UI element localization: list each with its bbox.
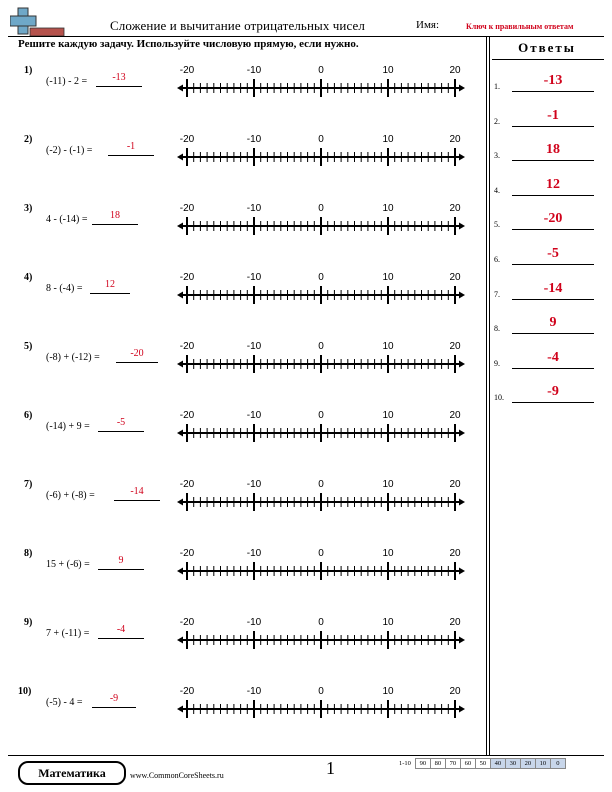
answer-key-number: 4. (494, 185, 500, 195)
arrow-right-icon (459, 154, 465, 161)
answer-key-line (512, 177, 594, 196)
tick-label: -20 (179, 410, 195, 421)
answer-value: -4 (116, 624, 126, 635)
answer-key-line (512, 350, 594, 369)
site-url: www.CommonCoreSheets.ru (130, 771, 224, 780)
problem-number: 3) (24, 203, 33, 214)
answer-blank[interactable] (90, 279, 130, 294)
number-line (176, 132, 466, 172)
answer-value: -20 (130, 348, 144, 359)
tick-label: 10 (382, 479, 394, 490)
tick-label: 0 (318, 203, 324, 214)
answer-key-number: 7. (494, 289, 500, 299)
arrow-right-icon (459, 223, 465, 230)
instructions: Решите каждую задачу. Используйте числовую прямую, если нужно. (18, 38, 359, 50)
tick-label: -10 (246, 479, 262, 490)
tick-label: 10 (382, 617, 394, 628)
answer-key-label: Ключ к правильным ответам (466, 22, 574, 31)
tick-label: -10 (246, 410, 262, 421)
problem-number: 5) (24, 341, 33, 352)
column-divider (486, 37, 487, 755)
answer-blank[interactable] (92, 693, 136, 708)
name-label: Имя: (416, 19, 440, 31)
arrow-left-icon (177, 85, 183, 92)
answer-value: -13 (112, 72, 126, 83)
score-cell: 60 (460, 759, 475, 769)
answer-value: 18 (110, 210, 120, 221)
answer-key-line (512, 211, 594, 230)
arrow-left-icon (177, 637, 183, 644)
page-number: 1 (326, 758, 335, 778)
answer-key-number: 2. (494, 116, 500, 126)
score-row (397, 759, 565, 769)
tick-label: -20 (179, 134, 195, 145)
tick-label: 10 (382, 686, 394, 697)
problem-number: 1) (24, 65, 33, 76)
answer-key-line (512, 315, 594, 334)
arrow-right-icon (459, 568, 465, 575)
tick-label: 20 (449, 410, 461, 421)
tick-label: 10 (382, 134, 394, 145)
tick-label: 10 (382, 341, 394, 352)
answer-blank[interactable] (98, 624, 144, 639)
tick-label: -10 (246, 272, 262, 283)
answers-title-rule (492, 59, 604, 60)
answer-value: -14 (130, 486, 144, 497)
answer-key-number: 9. (494, 358, 500, 368)
problem-number: 4) (24, 272, 33, 283)
score-cell: 50 (475, 759, 490, 769)
tick-label: -10 (246, 548, 262, 559)
tick-label: 20 (449, 272, 461, 283)
logo-icon (10, 4, 70, 38)
answer-key-value: -14 (543, 280, 563, 296)
footer-divider (8, 755, 604, 756)
problem-expression: (-5) - 4 = (46, 697, 83, 708)
arrow-left-icon (177, 154, 183, 161)
tick-label: 0 (318, 134, 324, 145)
answer-key-value: 12 (546, 176, 560, 192)
answer-key-line (512, 281, 594, 300)
tick-label: -10 (246, 134, 262, 145)
answer-value: -9 (109, 693, 119, 704)
tick-label: 0 (318, 686, 324, 697)
brand-badge: Математика (18, 761, 126, 785)
score-cell: 0 (550, 759, 565, 769)
answer-blank[interactable] (108, 141, 154, 156)
answer-key-number: 8. (494, 324, 500, 334)
problem-number: 2) (24, 134, 33, 145)
answer-value: 12 (105, 279, 115, 290)
score-cell: 80 (430, 759, 445, 769)
tick-label: 20 (449, 203, 461, 214)
answer-blank[interactable] (98, 417, 144, 432)
answer-key-line (512, 384, 594, 403)
score-row-label: 1-10 (399, 760, 411, 767)
number-line (176, 339, 466, 379)
answer-key-line (512, 246, 594, 265)
tick-label: 0 (318, 341, 324, 352)
answer-key-number: 10. (494, 393, 504, 403)
number-line (176, 201, 466, 241)
number-line (176, 63, 466, 103)
tick-label: 10 (382, 203, 394, 214)
tick-label: -20 (179, 272, 195, 283)
answer-key-line (512, 142, 594, 161)
tick-label: -20 (179, 686, 195, 697)
answer-value: -5 (116, 417, 126, 428)
problem-expression: (-8) + (-12) = (46, 352, 100, 363)
page-title: Сложение и вычитание отрицательных чисел (110, 18, 365, 33)
problem-number: 7) (24, 479, 33, 490)
tick-label: -20 (179, 617, 195, 628)
answer-key-number: 1. (494, 82, 500, 91)
arrow-right-icon (459, 85, 465, 92)
tick-label: 0 (318, 272, 324, 283)
answer-key-line (512, 73, 594, 92)
arrow-right-icon (459, 499, 465, 506)
tick-label: -10 (246, 686, 262, 697)
answer-key-value: 9 (549, 315, 557, 331)
tick-label: 20 (449, 341, 461, 352)
problem-expression: 8 - (-4) = (46, 283, 83, 294)
problem-number: 10) (18, 686, 32, 697)
answer-value: 9 (118, 555, 124, 566)
tick-label: -20 (179, 203, 195, 214)
tick-label: -10 (246, 341, 262, 352)
problem-expression: (-2) - (-1) = (46, 145, 93, 156)
arrow-right-icon (459, 430, 465, 437)
arrow-right-icon (459, 637, 465, 644)
answer-key-value: -9 (547, 384, 559, 400)
tick-label: 0 (318, 548, 324, 559)
arrow-left-icon (177, 223, 183, 230)
tick-label: -20 (179, 341, 195, 352)
tick-label: -20 (179, 65, 195, 76)
tick-label: 20 (449, 686, 461, 697)
answer-key-number: 6. (494, 255, 500, 264)
number-line (176, 477, 466, 517)
arrow-right-icon (459, 292, 465, 299)
score-cell: 10 (535, 759, 550, 769)
tick-label: 0 (318, 479, 324, 490)
answers-title: Ответы (518, 40, 576, 55)
number-line (176, 615, 466, 655)
arrow-left-icon (177, 361, 183, 368)
answer-key-value: -1 (547, 107, 559, 123)
tick-label: 20 (449, 479, 461, 490)
column-divider (489, 37, 490, 755)
tick-label: 20 (449, 65, 461, 76)
problem-expression: 4 - (-14) = (46, 214, 88, 225)
problem-number: 6) (24, 410, 33, 421)
number-line (176, 684, 466, 724)
tick-label: 0 (318, 617, 324, 628)
number-line (176, 546, 466, 586)
score-cell: 40 (490, 759, 505, 769)
answer-key-value: -20 (543, 211, 563, 227)
number-line (176, 408, 466, 448)
answer-blank[interactable] (98, 555, 144, 570)
answer-key-value: -5 (547, 246, 559, 261)
problem-expression: 7 + (-11) = (46, 628, 90, 639)
problem-expression: (-6) + (-8) = (46, 490, 95, 501)
arrow-left-icon (177, 706, 183, 713)
tick-label: 0 (318, 65, 324, 76)
tick-label: -20 (179, 548, 195, 559)
arrow-left-icon (177, 430, 183, 437)
answer-key-number: 3. (494, 151, 500, 161)
tick-label: 10 (382, 65, 394, 76)
problem-number: 8) (24, 548, 33, 559)
answer-blank[interactable] (92, 210, 138, 225)
answer-blank[interactable] (116, 348, 158, 363)
score-cell: 90 (415, 759, 430, 769)
problem-number: 9) (24, 617, 33, 628)
problem-expression: 15 + (-6) = (46, 559, 90, 570)
tick-label: 20 (449, 617, 461, 628)
tick-label: 20 (449, 548, 461, 559)
arrow-right-icon (459, 706, 465, 713)
score-table (397, 758, 566, 769)
tick-label: 0 (318, 410, 324, 421)
arrow-left-icon (177, 292, 183, 299)
problem-expression: (-11) - 2 = (46, 76, 88, 87)
tick-label: 20 (449, 134, 461, 145)
answer-key-line (512, 108, 594, 127)
arrow-left-icon (177, 499, 183, 506)
tick-label: 10 (382, 410, 394, 421)
arrow-left-icon (177, 568, 183, 575)
answer-blank[interactable] (96, 72, 142, 87)
tick-label: -10 (246, 203, 262, 214)
answer-value: -1 (126, 141, 136, 152)
answer-key-value: -4 (547, 349, 559, 365)
arrow-right-icon (459, 361, 465, 368)
score-cell: 70 (445, 759, 460, 769)
score-cell: 30 (505, 759, 520, 769)
tick-label: -10 (246, 617, 262, 628)
answer-blank[interactable] (114, 486, 160, 501)
answer-key-value: -13 (543, 73, 563, 88)
score-cell: 20 (520, 759, 535, 769)
tick-label: -20 (179, 479, 195, 490)
problem-expression: (-14) + 9 = (46, 421, 90, 432)
tick-label: 10 (382, 272, 394, 283)
number-line (176, 270, 466, 310)
header-divider (8, 36, 604, 37)
tick-label: -10 (246, 65, 262, 76)
answer-key-value: 18 (546, 142, 560, 158)
tick-label: 10 (382, 548, 394, 559)
answer-key-number: 5. (494, 220, 500, 230)
